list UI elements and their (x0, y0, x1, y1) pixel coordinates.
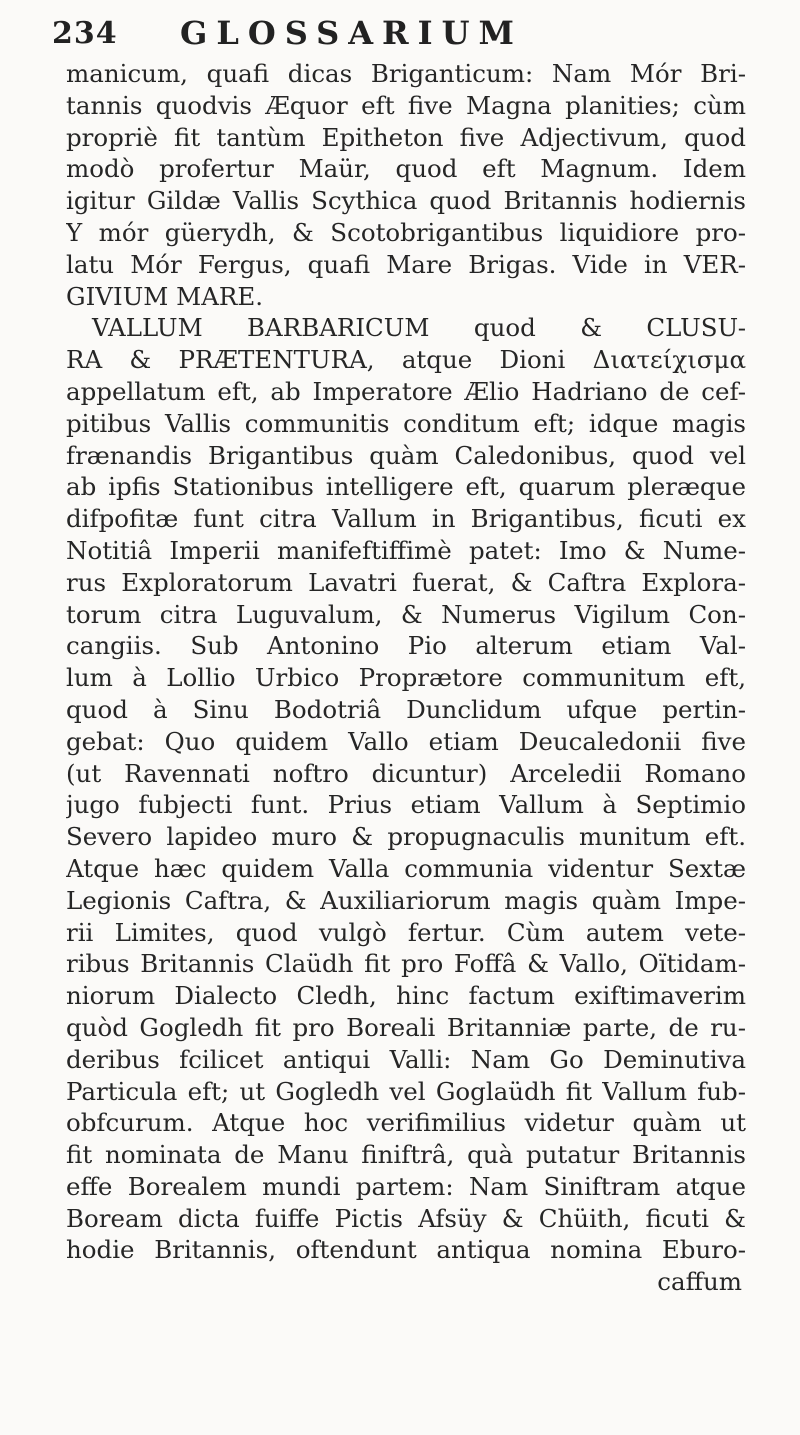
text-line: hodie Britannis, oftendunt antiqua nomina Eburo- (66, 1235, 746, 1265)
text-line: effe Borealem mundi partem: Nam Siniftram atque (66, 1171, 746, 1201)
text-line: lum à Lollio Urbico Proprætore communitum eft, (66, 663, 746, 693)
text-line: niorum Dialecto Cledh, hinc factum exiftimaverim (66, 981, 746, 1011)
text-line: obfcurum. Atque hoc verifimilius videtur quàm ut (66, 1108, 746, 1138)
text-line: RA & PRÆTENTURA, atque Dioni Διατείχισμα (66, 345, 746, 375)
text-line: GIVIUM MARE. (66, 281, 264, 311)
page-number: 234 (52, 16, 118, 51)
text-line: tannis quodvis Æquor eft five Magna planities; cùm (66, 90, 746, 120)
text-line: manicum, quafi dicas Briganticum: Nam Mór Bri- (66, 59, 746, 88)
text-line: ab ipfis Stationibus intelligere eft, quarum pleræque (66, 472, 746, 502)
text-line: deribus fcilicet antiqui Valli: Nam Go Deminutiva (66, 1044, 746, 1074)
text-line: Notitiâ Imperii manifeftiffimè patet: Imo & Nume- (66, 535, 746, 565)
text-line: fit nominata de Manu finiftrâ, quà putatur Britannis (66, 1140, 746, 1170)
text-line: rii Limites, quod vulgò fertur. Cùm autem vete- (66, 917, 746, 947)
text-line: Atque hæc quidem Valla communia videntur Sextæ (66, 853, 746, 883)
running-head (48, 4, 758, 58)
text-line: gebat: Quo quidem Vallo etiam Deucaledonii five (66, 726, 746, 756)
text-line: rus Exploratorum Lavatri fuerat, & Caftra Explora- (66, 567, 746, 597)
text-line: ribus Britannis Claüdh fit pro Foffâ & Vallo, Oïtidam- (66, 949, 746, 979)
text-line: difpofitæ funt citra Vallum in Brigantibus, ficuti ex (66, 504, 746, 534)
text-line: jugo fubjecti funt. Prius etiam Vallum à Septimio (66, 790, 746, 820)
text-line: pitibus Vallis communitis conditum eft; idque magis (66, 408, 746, 438)
text-line: quòd Gogledh fit pro Boreali Britanniæ parte, de ru- (66, 1012, 746, 1042)
text-line: cangiis. Sub Antonino Pio alterum etiam Val- (66, 631, 746, 661)
text-line: (ut Ravennati noftro dicuntur) Arceledii Romano (66, 758, 746, 788)
text-line: propriè fit tantùm Epitheton five Adjectivum, quod (66, 122, 746, 152)
text-line: latu Mór Fergus, quafi Mare Brigas. Vide in VER- (66, 249, 746, 279)
text-line: Boream dicta fuiffe Pictis Afsüy & Chüith, ficuti & (66, 1203, 746, 1233)
entry-heading-line: VALLUM BARBARICUM quod & CLUSU- (92, 313, 746, 343)
running-title: GLOSSARIUM (180, 14, 523, 52)
text-line: Y mór güerydh, & Scotobrigantibus liquidiore pro- (66, 217, 746, 247)
text-line: frænandis Brigantibus quàm Caledonibus, quod vel (66, 440, 746, 470)
text-line: Legionis Caftra, & Auxiliariorum magis quàm Impe- (66, 885, 746, 915)
text-line: Severo lapideo muro & propugnaculis munitum eft. (66, 822, 746, 852)
text-line: modò profertur Maür, quod eft Magnum. Idem (66, 154, 746, 184)
catchword-line: caffum (657, 1267, 742, 1297)
text-line: quod à Sinu Bodotriâ Dunclidum ufque pertin- (66, 694, 746, 724)
text-line: appellatum eft, ab Imperatore Ælio Hadriano de cef- (66, 376, 746, 406)
text-line: torum citra Luguvalum, & Numerus Vigilum Con- (66, 599, 746, 629)
glossary-entry-text (66, 58, 746, 1298)
text-line: Particula eft; ut Gogledh vel Goglaüdh fit Vallum fub- (66, 1076, 746, 1106)
text-line: igitur Gildæ Vallis Scythica quod Britannis hodiernis (66, 186, 746, 216)
